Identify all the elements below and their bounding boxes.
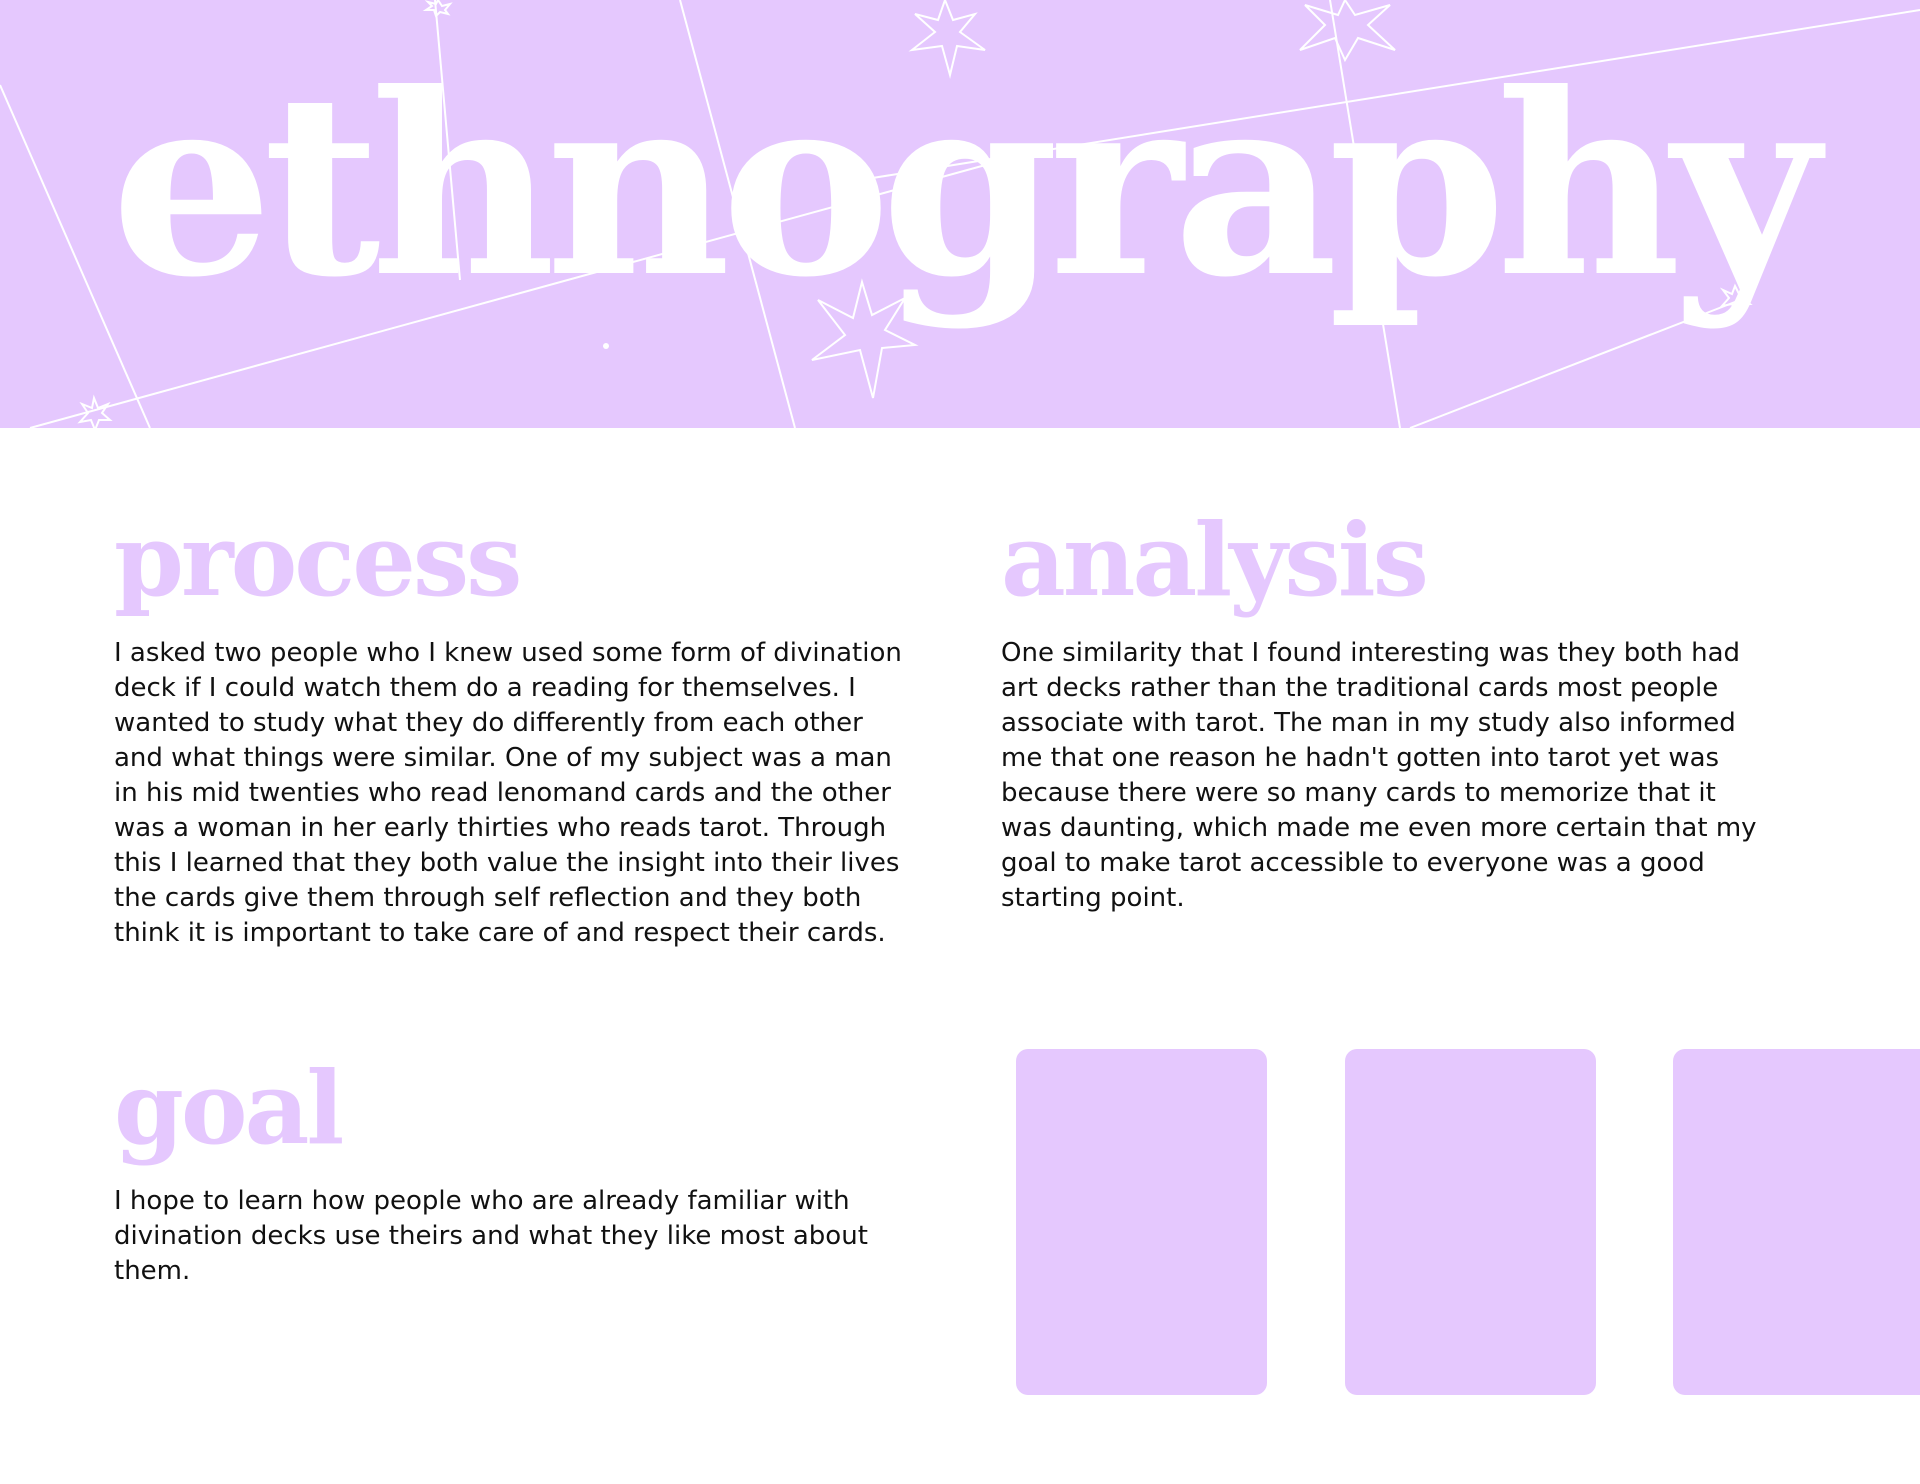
tarot-card-placeholder [1673, 1049, 1920, 1395]
analysis-heading: analysis [1001, 501, 1426, 619]
tarot-card-placeholder [1345, 1049, 1596, 1395]
goal-heading: goal [114, 1049, 342, 1167]
page-title: ethnography [110, 38, 1810, 332]
tarot-card-placeholder [1016, 1049, 1267, 1395]
process-heading: process [114, 501, 520, 619]
star-icon [426, 0, 450, 16]
process-body: I asked two people who I knew used some form of divination deck if I could watch them do a reading for themselves. I wanted to study what they do differently from each other and what things were similar. One of my subject was a man in his mid twenties who read lenomand cards and the other was a woman in her early thirties who reads tarot. Through this I learned that they both value the insight into their lives the cards give them through self reflection and they both think it is important to take care of and respect their cards. [114, 638, 902, 948]
analysis-body: One similarity that I found interesting was they both had art decks rather than the traditional cards most people associate with tarot. The man in my study also informed me that one reason he hadn't gotten into tarot yet was because there were so many cards to memorize that it was daunting, which made me even more certain that my goal to make tarot accessible to everyone was a good starting point. [1001, 638, 1757, 913]
hero-banner [0, 0, 1920, 428]
goal-body: I hope to learn how people who are already familiar with divination decks use theirs and what they like most about them. [114, 1186, 868, 1286]
